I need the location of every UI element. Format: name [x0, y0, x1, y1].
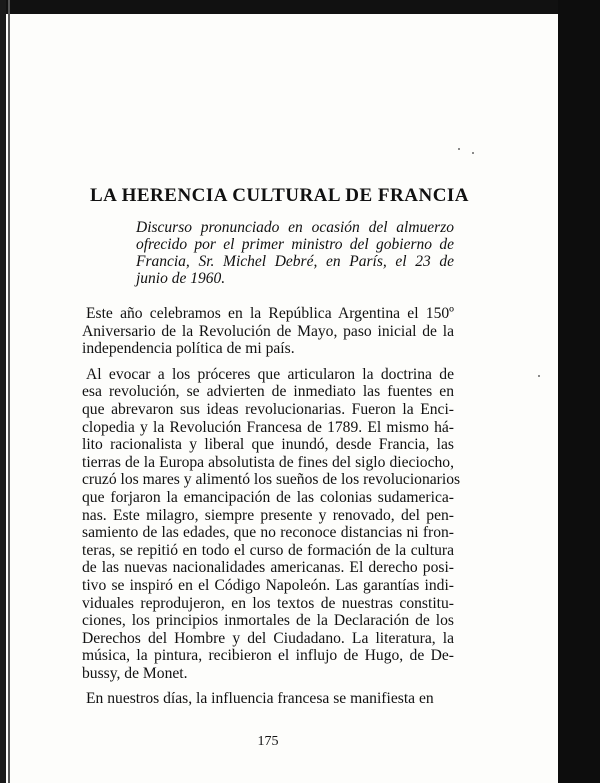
subtitle-line: Discurso pronunciado en ocasión del almuerzo	[136, 219, 454, 236]
text-line: Al evocar a los próceres que articularon la doctrina de	[86, 365, 454, 383]
text-line: clopedia y la Revolución Francesa de 1789. El mismo há-	[82, 418, 454, 436]
page-number: 175	[257, 734, 279, 749]
text-line: que abrevaron sus ideas revolucionarias. Fueron la Enci-	[82, 400, 454, 418]
text-line: En nuestros días, la influencia francesa se manifiesta en	[86, 690, 434, 708]
subtitle-line: ofrecido por el primer ministro del gobierno de	[136, 236, 454, 253]
text-line: tierras de la Europa absolutista de fines del siglo dieciocho,	[82, 453, 454, 471]
scan-speck	[472, 152, 474, 154]
scan-top-edge	[0, 0, 600, 14]
subtitle-line: junio de 1960.	[136, 270, 226, 287]
scan-left-shadow	[8, 0, 10, 783]
text-line: Derechos del Hombre y del Ciudadano. La literatura, la	[82, 629, 454, 647]
text-line: Este año celebramos en la República Argentina el 150º	[86, 305, 454, 322]
scan-left-edge	[0, 0, 6, 783]
subtitle-line: Francia, Sr. Michel Debré, en París, el 23 de	[136, 253, 454, 270]
text-line: lito racionalista y liberal que inundó, desde Francia, las	[82, 436, 454, 454]
text-line: samiento de las edades, que no reconoce distancias ni fron-	[82, 524, 454, 542]
text-line: que forjaron la emancipación de las colonias sudamerica-	[82, 488, 454, 506]
paragraph-3	[82, 690, 454, 708]
text-line: cruzó los mares y alimentó los sueños de los revolucionarios	[82, 471, 461, 489]
text-line: de las nuevas nacionalidades americanas. El derecho posi-	[82, 559, 454, 577]
paragraph-1	[82, 305, 454, 358]
body-text	[82, 305, 461, 716]
text-line: viduales reprodujeron, en los textos de nuestras constitu-	[82, 594, 454, 612]
text-line: Aniversario de la Revolución de Mayo, paso inicial de la	[82, 322, 454, 340]
scan-speck	[458, 148, 460, 150]
speech-subtitle	[136, 219, 454, 287]
text-line: bussy, de Monet.	[82, 664, 188, 682]
text-line: música, la pintura, recibieron el influjo de Hugo, de De-	[82, 647, 454, 665]
text-line: esa revolución, se advierten de inmediato las fuentes en	[82, 383, 454, 401]
scan-right-edge	[558, 0, 600, 783]
paragraph-2	[82, 365, 461, 683]
text-line: independencia política de mi país.	[82, 340, 295, 358]
text-line: nas. Este milagro, siempre presente y renovado, del pen-	[82, 506, 454, 524]
text-line: ciones, los principios inmortales de la Declaración de los	[82, 612, 454, 630]
scan-speck	[538, 375, 540, 377]
text-line: teras, se repitió en todo el curso de formación de la cultura	[82, 541, 454, 559]
text-line: tivo se inspiró en el Código Napoleón. Las garantías indi-	[82, 576, 454, 594]
page-title: LA HERENCIA CULTURAL DE FRANCIA	[90, 185, 470, 206]
